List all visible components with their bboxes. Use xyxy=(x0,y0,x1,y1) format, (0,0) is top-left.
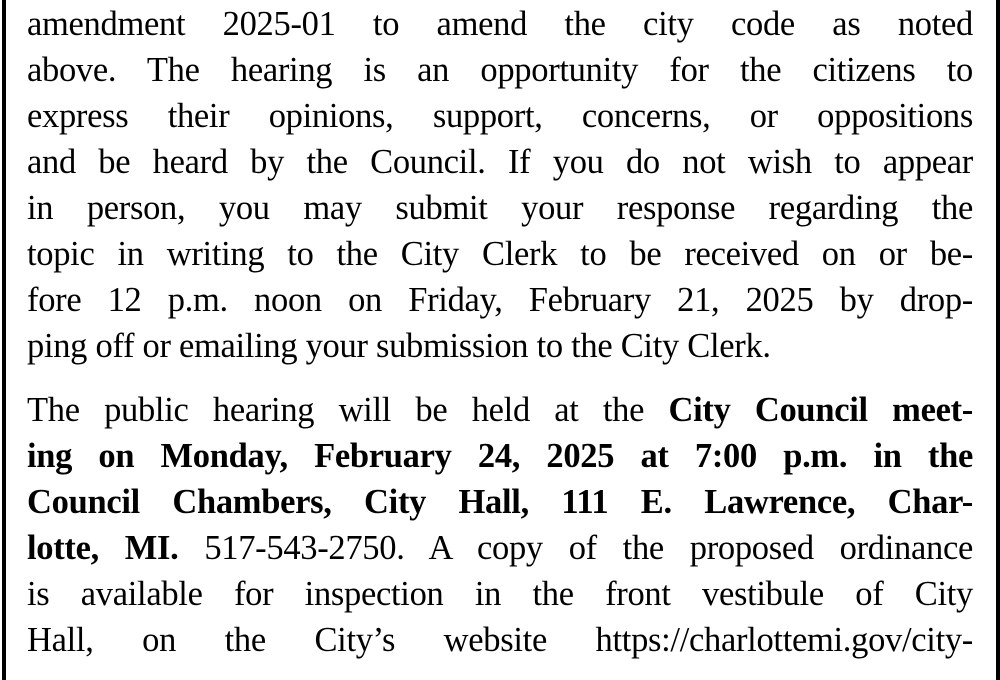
meeting-details-bold: lotte, MI. xyxy=(27,529,179,567)
meeting-details-bold: Council Chambers, City Hall, 111 E. Lawrence, Char- xyxy=(27,483,973,521)
text-line xyxy=(27,434,973,478)
meeting-details-bold: City Council meet- xyxy=(668,391,973,429)
text-span: 517-543-2750. A copy of the proposed ordinance xyxy=(178,529,973,567)
text-line: express their opinions, support, concerns, or oppositions xyxy=(27,97,973,135)
text-line: topic in writing to the City Clerk to be received on or be- xyxy=(27,235,973,273)
text-line: and be heard by the Council. If you do not wish to appear xyxy=(27,143,973,181)
text-line xyxy=(27,388,973,432)
text-line: amendment 2025-01 to amend the city code as noted xyxy=(27,5,973,43)
text-line: Hall, on the City’s website https://charlottemi.gov/city- xyxy=(27,621,973,659)
text-line: in person, you may submit your response regarding the xyxy=(27,189,973,227)
text-line xyxy=(27,526,973,570)
text-line xyxy=(27,480,973,524)
text-line: ping off or emailing your submission to the City Clerk. xyxy=(27,327,771,365)
text-line: above. The hearing is an opportunity for the citizens to xyxy=(27,51,973,89)
text-line: fore 12 p.m. noon on Friday, February 21, 2025 by drop- xyxy=(27,281,973,319)
text-span: The public hearing will be held at the xyxy=(27,391,669,429)
meeting-details-bold: ing on Monday, February 24, 2025 at 7:00 p.m. in the xyxy=(27,437,973,475)
text-line: is available for inspection in the front vestibule of City xyxy=(27,575,973,613)
